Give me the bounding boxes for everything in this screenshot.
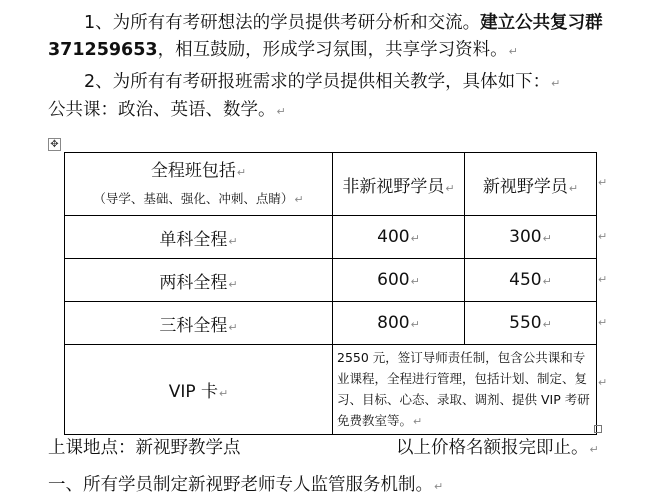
non-member-price-cell[interactable]: 800↵	[333, 302, 465, 345]
class-location: 上课地点：新视野教学点	[48, 438, 241, 458]
intro-paragraph-2	[48, 69, 640, 97]
table-row	[65, 302, 597, 345]
non-member-header-cell[interactable]: 非新视野学员↵	[333, 153, 465, 216]
package-header-cell[interactable]	[65, 153, 333, 216]
member-price-cell[interactable]: 450↵	[465, 259, 597, 302]
paragraph-mark-icon: ↵	[589, 443, 599, 456]
qq-group-bold-text: 建立公共复习群 371259653	[48, 13, 603, 60]
row-end-mark-icon: ↵	[598, 273, 608, 286]
paragraph-mark-icon: ↵	[276, 105, 286, 118]
paragraph-mark-icon: ↵	[434, 480, 444, 493]
table-row	[65, 259, 597, 302]
member-price-cell[interactable]: 550↵	[465, 302, 597, 345]
vip-row	[65, 345, 597, 435]
table-resize-handle-icon[interactable]	[594, 425, 602, 433]
member-price-cell[interactable]: 300↵	[465, 216, 597, 259]
vip-name-cell[interactable]: VIP 卡↵	[65, 345, 333, 435]
paragraph-mark-icon: ↵	[508, 45, 518, 58]
row-end-mark-icon: ↵	[598, 316, 608, 329]
intro-paragraph-1	[48, 10, 640, 65]
row-end-mark-icon: ↵	[598, 230, 608, 243]
non-member-price-cell[interactable]: 400↵	[333, 216, 465, 259]
paragraph-mark-icon: ↵	[551, 77, 561, 90]
supervision-paragraph: 一、所有学员制定新视野老师专人监管服务机制。↵	[48, 475, 444, 495]
vip-description-cell[interactable]: 2550 元，签订导师责任制，包含公共课和专业课程，全程进行管理，包括计划、制定、复习、目标、心态、录取、调剂、提供 VIP 考研免费教室等。↵	[333, 345, 597, 435]
member-header-cell[interactable]: 新视野学员↵	[465, 153, 597, 216]
course-name-cell[interactable]: 两科全程↵	[65, 259, 333, 302]
public-courses-line	[48, 97, 640, 125]
course-name-cell[interactable]: 单科全程↵	[65, 216, 333, 259]
paragraph-1-tail: ，相互鼓励，形成学习氛围，共享学习资料。	[157, 40, 508, 60]
package-header-title: 全程班包括↵	[150, 160, 247, 181]
non-member-price-cell[interactable]: 600↵	[333, 259, 465, 302]
public-courses-text: 公共课：政治、英语、数学。	[48, 100, 276, 120]
table-header-row	[65, 153, 597, 216]
row-end-mark-icon: ↵	[598, 376, 608, 389]
paragraph-1-text: 1、为所有有考研想法的学员提供考研分析和交流。	[84, 13, 481, 33]
price-table	[64, 152, 597, 435]
row-end-mark-icon: ↵	[598, 176, 608, 189]
table-move-handle-icon[interactable]: ✥	[48, 138, 61, 151]
price-note: 以上价格名额报完即止。↵	[396, 438, 599, 458]
course-name-cell[interactable]: 三科全程↵	[65, 302, 333, 345]
paragraph-2-text: 2、为所有有考研报班需求的学员提供相关教学，具体如下：	[84, 72, 551, 92]
table-row	[65, 216, 597, 259]
package-header-subtitle: （导学、基础、强化、冲刺、点睛）↵	[93, 190, 304, 206]
